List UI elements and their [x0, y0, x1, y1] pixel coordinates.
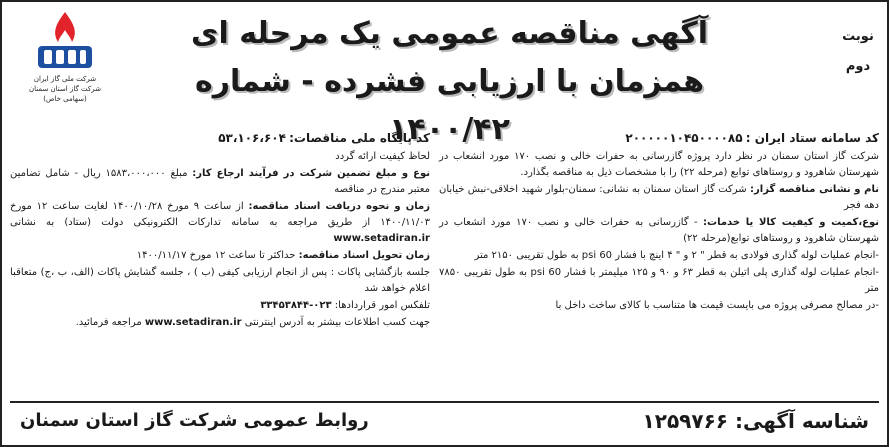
ad-id: شناسه آگهی: ۱۲۵۹۷۶۶ [642, 409, 869, 433]
more-info-url-link[interactable]: www.setadiran.ir [144, 317, 242, 328]
address-value: شرکت گاز استان سمنان به نشانی: سمنان-بلوار شهید اخلاقی-نبش خیابان دهه فجر [439, 184, 879, 211]
logo-line-1: شرکت ملی گاز ایران [33, 75, 97, 83]
item-materials: -در مصالح مصرفی پروژه می بایست قیمت ها متناسب با کالای ساخت داخل با [555, 300, 879, 311]
round-label: نوبت دوم [842, 29, 874, 74]
address-label: نام و نشانی مناقصه گزار: [750, 184, 879, 195]
deliver-row [10, 248, 430, 264]
address-row [439, 182, 879, 214]
more-info-tail: مراجعه فرمائید. [75, 317, 142, 328]
guarantee-label: نوع و مبلغ تضمین شرکت در فرآیند ارجاع کار: [192, 168, 431, 179]
more-info-row [10, 315, 430, 331]
phone-row [10, 298, 430, 314]
public-relations-signature: روابط عمومی شرکت گاز استان سمنان [20, 410, 369, 431]
body-columns [10, 130, 879, 398]
type-value: - گازرسانی به حفرات خالی و نصب ۱۷۰ مورد انشعاب در شهرستان شاهرود و روستاهای توابع(مرحله ۲۲) [439, 217, 879, 244]
national-code-row [10, 130, 430, 148]
intro-text: شرکت گاز استان سمنان در نظر دارد پروژه گازرسانی به حفرات خالی و نصب ۱۷۰ مورد انشعاب در شهرستان شاهرود و روستاهای توابع (مرحله ۲۲) را با مشخصات ذیل به مناقصه بگذارد. [439, 151, 879, 178]
setad-code-row [439, 130, 879, 148]
national-gas-company-flame-logo-icon [30, 8, 100, 74]
opening-text: جلسه بازگشایی پاکات : پس از انجام ارزیابی کیفی (ب ) ، جلسه گشایش پاکات (الف، ب ،ج) متعاقبا اعلام خواهد شد [10, 267, 430, 294]
setad-code-label: کد سامانه ستاد ایران : [745, 131, 879, 145]
type-row [439, 215, 879, 247]
national-code-value: ۵۳،۱۰۶،۶۰۴ [218, 131, 286, 145]
right-column [439, 130, 879, 398]
receive-value: از ساعت ۹ مورخ ۱۴۰۰/۱۰/۲۸ لغایت ساعت ۱۲ مورخ ۱۴۰۰/۱۱/۰۳ از طریق مراجعه به سامانه تدارکات الکترونیکی دولت (ستاد) به نشانی [10, 201, 430, 228]
title-line-2: همزمان با ارزیابی فشرده - شماره ۱۴۰۰/۴۲ [195, 64, 704, 147]
footer [10, 401, 879, 437]
receive-row [10, 199, 430, 247]
left-column [10, 130, 430, 398]
item-polyethylene-pipe: -انجام عملیات لوله گذاری پلی اتیلن به قطر ۶۳ و ۹۰ و ۱۲۵ میلیمتر با فشار 60 psi به طول تقریبی ۷۸۵۰ متر [439, 267, 879, 294]
deliver-value: حداکثر تا ساعت ۱۲ مورخ ۱۴۰۰/۱۱/۱۷ [136, 250, 296, 261]
logo-line-2: شرکت گاز استان سمنان [29, 85, 101, 93]
guarantee-value: مبلغ ۱۵۸۳،۰۰۰،۰۰۰ ریال - شامل تضامین معتبر مندرج در مناقصه [10, 168, 430, 195]
item-steel-pipe: -انجام عملیات لوله گذاری فولادی به قطر " ۲ و " ۴ اینچ با فشار 60 psi به طول تقریبی ۲۱۵۰ متر [474, 250, 879, 261]
more-info-text: جهت کسب اطلاعات بیشتر به آدرس اینترنتی [244, 317, 430, 328]
receive-url-link[interactable]: www.setadiran.ir [333, 233, 430, 244]
receive-label: زمان و نحوه دریافت اسناد مناقصه: [248, 201, 430, 212]
quality-line: لحاظ کیفیت ارائه گردد [335, 151, 430, 162]
phone-value: ۰۲۳-۳۳۴۵۳۸۴۴ [260, 300, 332, 311]
setad-code-value: ۲۰۰۰۰۰۱۰۴۵۰۰۰۰۸۵ [625, 131, 743, 145]
phone-label: تلفکس امور قراردادها: [334, 300, 430, 311]
type-label: نوع،کمیت و کیفیت کالا یا خدمات: [703, 217, 879, 228]
logo-line-3: (سهامی خاص) [43, 95, 87, 103]
deliver-label: زمان تحویل اسناد مناقصه: [298, 250, 430, 261]
national-code-label: کد پایگاه ملی مناقصات: [289, 131, 430, 145]
guarantee-row [10, 166, 430, 198]
company-logo [10, 8, 120, 120]
title-line-1: آگهی مناقصه عمومی یک مرحله ای [191, 16, 708, 51]
